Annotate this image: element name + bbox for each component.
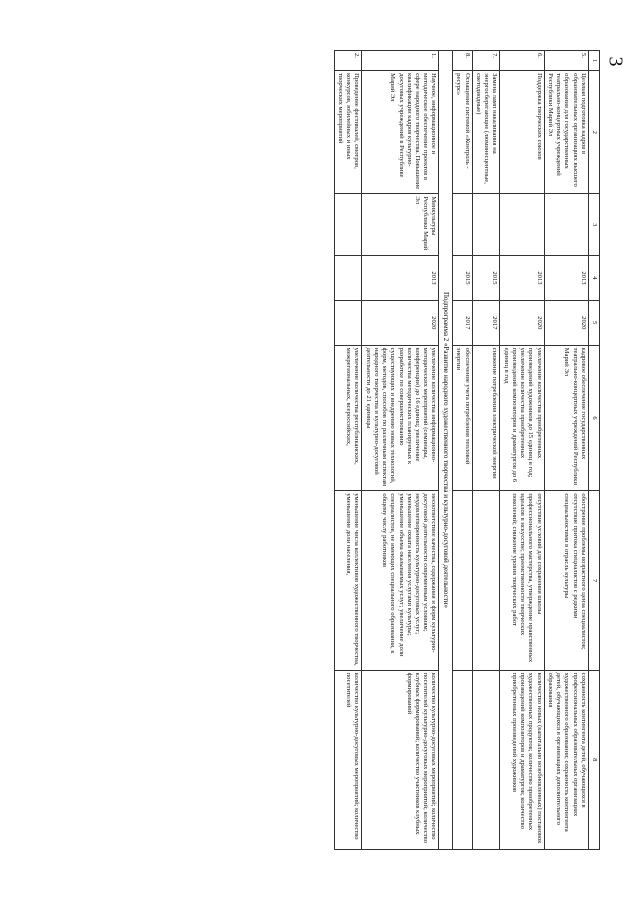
expected-result: снижение потребления электрической энергии bbox=[472, 345, 500, 491]
indicators: сохранность контингента детей, обучающихся в профессиональных образовательных организациях художественного образования; сохранность контингента детей, обучающихся в организациях дополнительного образования bbox=[544, 670, 588, 849]
row-number: 5. bbox=[544, 51, 588, 71]
header-cell: 3 bbox=[588, 194, 599, 256]
measure-name: Поддержка творческих союзов bbox=[500, 71, 544, 194]
measure-name: Проведение фестивалей, смотров, конкурсов, юбилейных и иных творческих мероприятий bbox=[334, 71, 362, 194]
consequences bbox=[472, 491, 500, 670]
consequences: обострение проблемы возрастного ценза специалистов; отсутствие притока специалистов с редкими специальностями в отрасль культуры bbox=[544, 491, 588, 670]
end-year: 2020 bbox=[544, 300, 588, 345]
header-cell: 8 bbox=[588, 670, 599, 849]
end-year bbox=[334, 300, 362, 345]
expected-result: увеличение количества республиканских, межрегиональных, всероссийских, bbox=[334, 345, 362, 491]
program-table bbox=[334, 50, 600, 850]
indicators: количество культурно-досуговых мероприятий; количество посетителей культурно-досуговых мероприятий; количество клубных формирований; количество участников клубных формирований bbox=[362, 670, 439, 849]
header-cell: 5 bbox=[588, 300, 599, 345]
consequences bbox=[453, 491, 472, 670]
executor bbox=[544, 194, 588, 256]
table-row bbox=[544, 51, 588, 850]
row-number: 7. bbox=[472, 51, 500, 71]
measure-name: Оснащение системой «Контроль - ресурс» bbox=[453, 71, 472, 194]
table-row bbox=[453, 51, 472, 850]
start-year: 2013 bbox=[362, 256, 439, 301]
end-year: 2017 bbox=[453, 300, 472, 345]
end-year: 2020 bbox=[500, 300, 544, 345]
consequences: уменьшение числа коллективов художественного творчества, уменьшение доли населения, bbox=[334, 491, 362, 670]
subprogram-title: Подпрограмма 2 «Развитие народного художественного творчества и культурно-досуговой деятельности» bbox=[439, 51, 453, 850]
expected-result: увеличение количества информационно-методических мероприятий (семинары, конференции) до 16 единиц; увеличение количества методических планируемых к разработке по совершенствованию существующих и внедрению новых технологий, форм, методов, способов по различным аспектам народного творчества и культурно-досуговой деятельности до 21 единицы bbox=[362, 345, 439, 491]
table-row bbox=[500, 51, 544, 850]
expected-result: увеличение количества приобретенных произведений художников до 15 единиц в год; увеличение количества приобретенных произведений композиторов и драматургов до 6 единиц в год bbox=[500, 345, 544, 491]
consequences: несоответствие качества, содержания и форм культурно-досуговой деятельности современным условиям; неудовлетворенность культурно-досуговых услуг; уменьшение охвата населения услугами культуры; уменьшение объема оказываемых услуг; увеличение доли специалистов, не имеющих специального образования, к общему числу работников bbox=[362, 491, 439, 670]
start-year: 2013 bbox=[500, 256, 544, 301]
start-year: 2015 bbox=[453, 256, 472, 301]
page-number: 3 bbox=[604, 56, 627, 67]
measure-name: Замена ламп накаливания на энергосберегающие (люминесцентные, светодиодные) bbox=[472, 71, 500, 194]
indicators: количество новых (капитально возобновленных) постановок художественных продуктов; количество приобретенных произведений композиторов и драматургов; количество приобретенных произведений художников bbox=[500, 670, 544, 849]
consequences: отсутствие условий для сохранения школы профессионального мастерства, утверждение нравственных идеалов в искусстве; преемственности творческих поколений; снижение уровня творческих работ bbox=[500, 491, 544, 670]
executor bbox=[472, 194, 500, 256]
table-row bbox=[362, 51, 439, 850]
subprogram-row bbox=[439, 51, 453, 850]
expected-result: кадровое обеспечение государственных театрально-концертных учреждений Республики Марий Эл bbox=[544, 345, 588, 491]
executor bbox=[334, 194, 362, 256]
expected-result: обеспечение учета потребления тепловой энергии bbox=[453, 345, 472, 491]
header-cell: 4 bbox=[588, 256, 599, 301]
end-year: 2020 bbox=[362, 300, 439, 345]
end-year: 2017 bbox=[472, 300, 500, 345]
header-cell: 2 bbox=[588, 71, 599, 194]
indicators bbox=[453, 670, 472, 849]
header-cell: 6 bbox=[588, 345, 599, 491]
row-number: 6. bbox=[500, 51, 544, 71]
header-cell: 1 bbox=[588, 51, 599, 71]
header-row bbox=[588, 51, 599, 850]
rotated-table-container bbox=[40, 50, 600, 850]
header-cell: 7 bbox=[588, 491, 599, 670]
row-number: 2. bbox=[334, 51, 362, 71]
indicators bbox=[472, 670, 500, 849]
start-year: 2015 bbox=[472, 256, 500, 301]
row-number: 1. bbox=[362, 51, 439, 71]
start-year bbox=[334, 256, 362, 301]
executor bbox=[500, 194, 544, 256]
start-year: 2013 bbox=[544, 256, 588, 301]
row-number: 8. bbox=[453, 51, 472, 71]
table-row bbox=[334, 51, 362, 850]
indicators: количество культурно-досуговых мероприятий; количество посетителей bbox=[334, 670, 362, 849]
executor bbox=[453, 194, 472, 256]
measure-name: Целевая подготовка кадров в образовательных организациях высшего образования для государственных театрально-концертных учреждений Республики Марий Эл bbox=[544, 71, 588, 194]
table-row bbox=[472, 51, 500, 850]
measure-name: Научное, информационное и методическое обеспечение проектов в сфере народного творчества. Повышение квалификации кадров культурно-досуговых учреждений в Республике Марий Эл bbox=[362, 71, 439, 194]
executor: Минкультуры Республики Марий Эл bbox=[362, 194, 439, 256]
